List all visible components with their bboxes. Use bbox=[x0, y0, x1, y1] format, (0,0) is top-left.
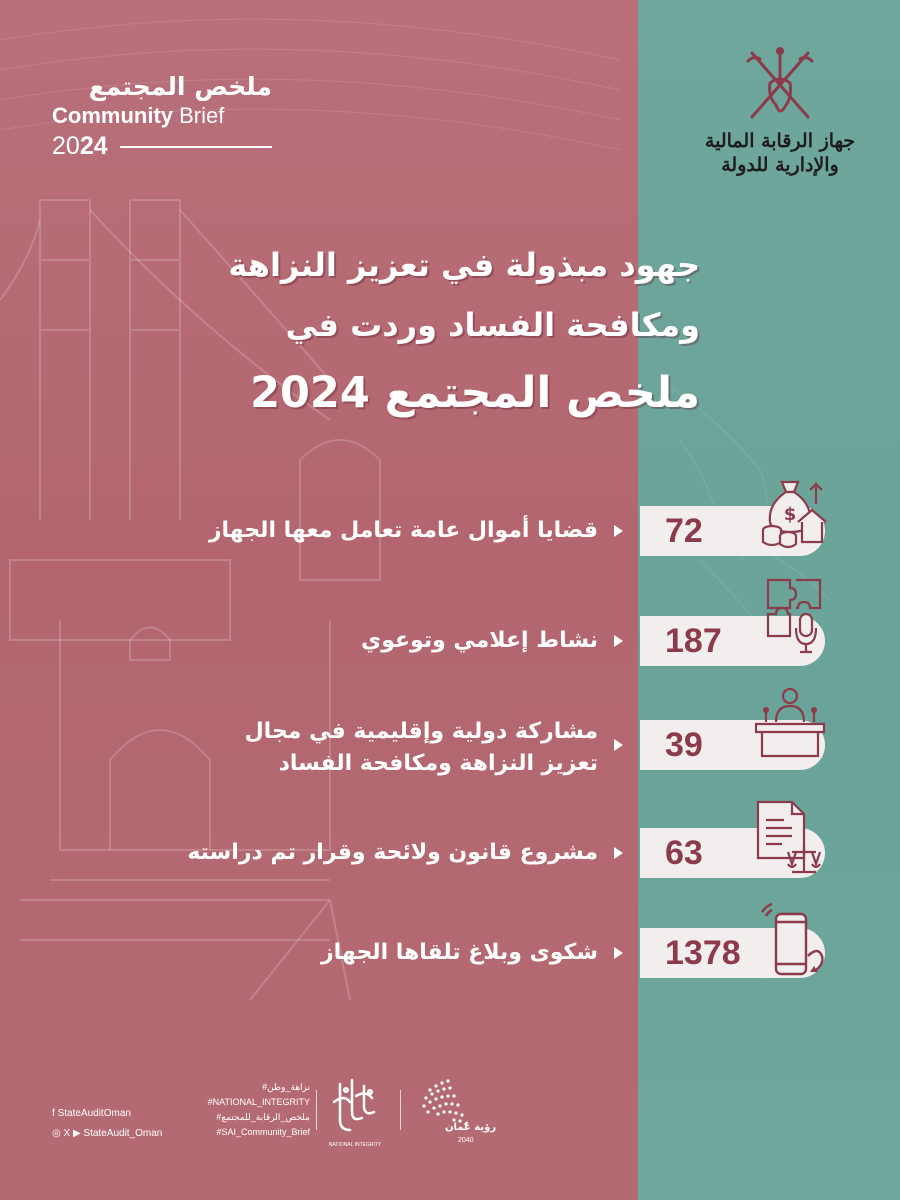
social-handle: StateAudit_Oman bbox=[83, 1128, 163, 1139]
stat-label bbox=[187, 837, 598, 869]
state-audit-emblem bbox=[700, 45, 860, 177]
stat-value: 72 bbox=[665, 512, 703, 550]
stat-arrow bbox=[614, 525, 623, 537]
khanjar-emblem-icon bbox=[740, 45, 820, 125]
vision-year: 2040 bbox=[458, 1137, 474, 1144]
stat-value: 187 bbox=[665, 622, 722, 660]
stat-label-line: شكوى وبلاغ تلقاها الجهاز bbox=[321, 940, 598, 965]
emblem-caption-line1: جهاز الرقابة المالية bbox=[704, 130, 856, 152]
national-integrity-logo-icon bbox=[320, 1072, 390, 1142]
facebook-row[interactable] bbox=[52, 1108, 131, 1119]
facebook-handle: StateAuditOman bbox=[57, 1108, 131, 1119]
footer-divider bbox=[400, 1090, 401, 1130]
stat-label bbox=[245, 716, 598, 780]
year-suffix: 24 bbox=[79, 132, 108, 160]
integrity-caption: NATIONAL INTEGRITY bbox=[328, 1142, 382, 1148]
brief-en-bold: Community bbox=[52, 103, 173, 128]
brief-en-light: Brief bbox=[173, 103, 225, 128]
stat-label-line: قضايا أموال عامة تعامل معها الجهاز bbox=[208, 518, 598, 543]
emblem-caption-line2: والإدارية للدولة bbox=[721, 154, 839, 176]
year-prefix: 20 bbox=[52, 132, 80, 160]
stat-value: 39 bbox=[665, 726, 703, 764]
phone-call-icon bbox=[756, 900, 828, 980]
stat-label-line: مشروع قانون ولائحة وقرار تم دراسته bbox=[187, 840, 598, 865]
brief-year-underline bbox=[120, 146, 272, 148]
stat-label-line: نشاط إعلامي وتوعوي bbox=[361, 628, 598, 653]
social-row[interactable] bbox=[52, 1128, 162, 1139]
vision-text: رؤية عُمان bbox=[445, 1122, 497, 1133]
headline-line-2: ومكافحة الفساد وردت في bbox=[285, 306, 700, 344]
stat-label bbox=[321, 937, 598, 969]
footer-divider bbox=[316, 1090, 317, 1130]
stat-label-line: مشاركة دولية وإقليمية في مجال bbox=[244, 719, 598, 744]
community-brief-title-block bbox=[52, 72, 272, 161]
stat-arrow bbox=[614, 739, 623, 751]
instagram-x-youtube-icons: ◎ X ▶ bbox=[52, 1128, 84, 1139]
stat-value: 1378 bbox=[665, 934, 741, 972]
headline-line-1: جهود مبذولة في تعزيز النزاهة bbox=[228, 246, 700, 284]
stat-arrow bbox=[614, 947, 623, 959]
stat-label bbox=[209, 515, 598, 547]
hashtag: #SAI_Community_Brief bbox=[216, 1127, 310, 1137]
brief-ar-prefix: ملخص bbox=[185, 72, 272, 101]
brief-ar-bold: المجتمع bbox=[88, 72, 186, 101]
stat-arrow bbox=[614, 635, 623, 647]
stat-label-line: تعزيز النزاهة ومكافحة الفساد bbox=[278, 751, 598, 776]
hashtag: #NATIONAL_INTEGRITY bbox=[207, 1097, 310, 1107]
stat-value: 63 bbox=[665, 834, 703, 872]
hashtag: #نزاهة_وطن bbox=[262, 1082, 310, 1092]
document-scales-icon bbox=[752, 798, 824, 878]
stat-arrow bbox=[614, 847, 623, 859]
hashtags-block bbox=[200, 1080, 310, 1140]
brief-year bbox=[52, 132, 108, 161]
brief-title-arabic bbox=[52, 72, 272, 102]
svg-text:$: $ bbox=[783, 504, 797, 525]
podium-speaker-icon bbox=[752, 684, 828, 760]
hashtag: #ملخص_الرقابة_للمجتمع bbox=[216, 1112, 310, 1122]
headline-line-3: ملخص المجتمع 2024 bbox=[250, 368, 700, 418]
brief-year-row bbox=[52, 132, 272, 161]
stat-label bbox=[361, 625, 598, 657]
brief-title-english bbox=[52, 102, 272, 130]
puzzle-microphone-icon bbox=[762, 574, 828, 656]
money-bag-icon bbox=[758, 474, 828, 550]
emblem-caption bbox=[700, 129, 860, 177]
facebook-icon: f bbox=[52, 1108, 58, 1119]
